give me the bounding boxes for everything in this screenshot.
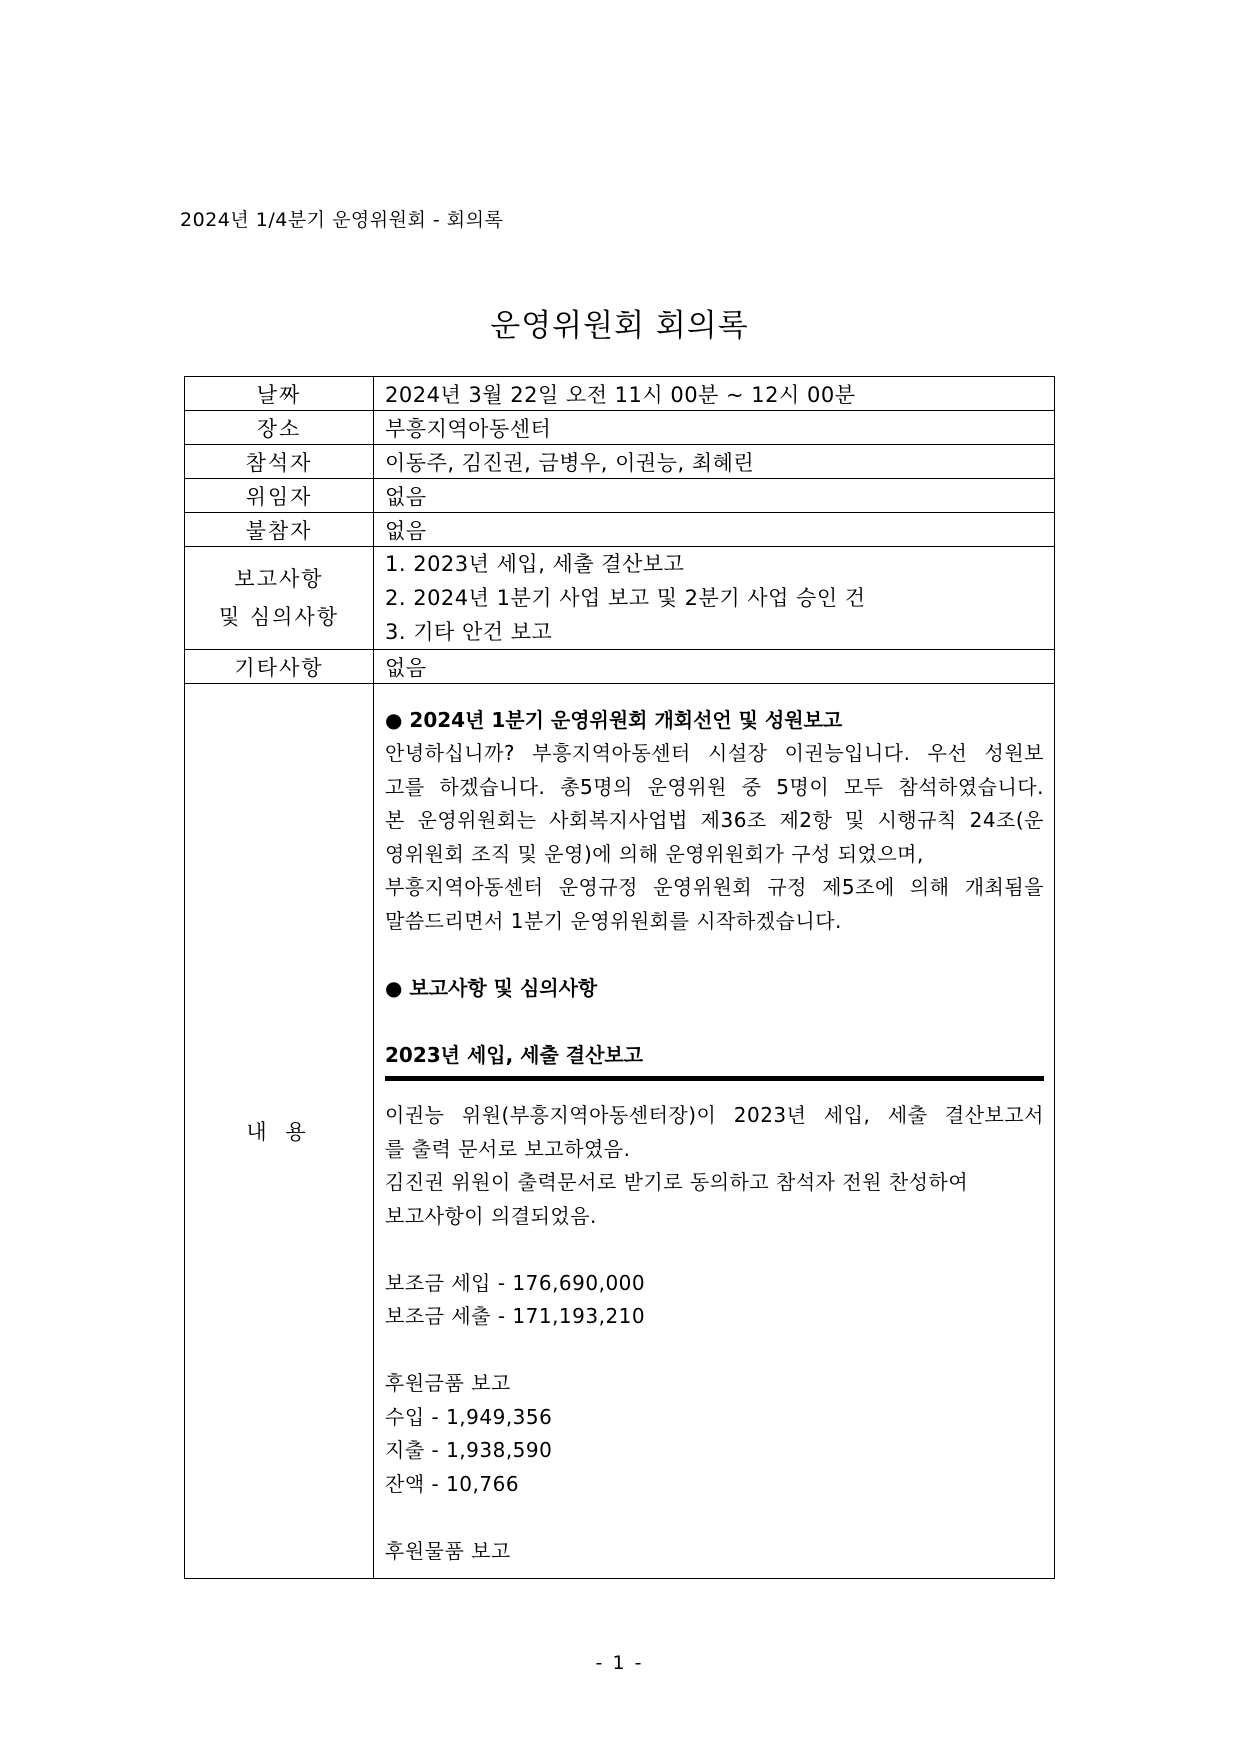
section-divider — [385, 1076, 1044, 1081]
absent-row — [185, 513, 1055, 547]
report-label-line1: 보고사항 — [234, 567, 324, 591]
spacer — [385, 1501, 1044, 1535]
donation-income-line: 수입 - 1,949,356 — [385, 1404, 553, 1429]
report-row — [185, 547, 1055, 650]
minutes-table — [184, 376, 1055, 1579]
date-value: 2024년 3월 22일 오전 11시 00분 ~ 12시 00분 — [374, 377, 1055, 411]
place-label: 장소 — [185, 411, 374, 445]
other-value: 없음 — [374, 650, 1055, 684]
content-body — [374, 684, 1055, 1579]
paragraph-line: 영위원회 조직 및 운영)에 의해 운영위원회가 구성 되었으며, — [385, 841, 924, 866]
paragraph-line: 안녕하십니까? 부흥지역아동센터 시설장 이권능입니다. 우선 성원보 — [385, 741, 1044, 766]
subsection-title: 2023년 세입, 세출 결산보고 — [385, 1042, 644, 1067]
paragraph-line: 이권능 위원(부흥지역아동센터장)이 2023년 세입, 세출 결산보고서 — [385, 1103, 1044, 1128]
donation-goods-title: 후원물품 보고 — [385, 1538, 511, 1563]
paragraph-line: 부흥지역아동센터 운영규정 운영위원회 규정 제5조에 의해 개최됨을 — [385, 875, 1044, 900]
spacer — [385, 938, 1044, 972]
date-label: 날짜 — [185, 377, 374, 411]
paragraph-line: 를 출력 문서로 보고하였음. — [385, 1136, 631, 1161]
page-number: - 1 - — [595, 1652, 644, 1674]
place-value: 부흥지역아동센터 — [374, 411, 1055, 445]
date-row — [185, 377, 1055, 411]
proxy-value: 없음 — [374, 479, 1055, 513]
paragraph-line: 본 운영위원회는 사회복지사업법 제36조 제2항 및 시행규칙 24조(운 — [385, 808, 1044, 833]
paragraph-line: 고를 하겠습니다. 총5명의 운영위원 중 5명이 모두 참석하였습니다. — [385, 774, 1044, 799]
subsidy-expense-line: 보조금 세출 - 171,193,210 — [385, 1304, 646, 1329]
report-label-line2: 및 심의사항 — [218, 605, 340, 629]
spacer — [385, 1005, 1044, 1039]
attendees-row — [185, 445, 1055, 479]
document-header: 2024년 1/4분기 운영위원회 - 회의록 — [180, 209, 504, 231]
report-item: 3. 기타 안건 보고 — [385, 620, 553, 644]
place-row — [185, 411, 1055, 445]
content-row — [185, 684, 1055, 1579]
absent-value: 없음 — [374, 513, 1055, 547]
attendees-value: 이동주, 김진권, 금병우, 이권능, 최혜린 — [374, 445, 1055, 479]
spacer — [385, 1233, 1044, 1267]
report-item: 1. 2023년 세입, 세출 결산보고 — [385, 552, 685, 576]
report-item: 2. 2024년 1분기 사업 보고 및 2분기 사업 승인 건 — [385, 586, 866, 610]
absent-label: 불참자 — [185, 513, 374, 547]
document-title: 운영위원회 회의록 — [490, 308, 749, 344]
subsidy-income-line: 보조금 세입 - 176,690,000 — [385, 1270, 646, 1295]
section-heading-opening: ● 2024년 1분기 운영위원회 개회선언 및 성원보고 — [385, 707, 843, 732]
proxy-label: 위임자 — [185, 479, 374, 513]
other-row — [185, 650, 1055, 684]
proxy-row — [185, 479, 1055, 513]
donation-expense-line: 지출 - 1,938,590 — [385, 1438, 553, 1463]
donation-money-title: 후원금품 보고 — [385, 1371, 511, 1396]
report-items — [374, 547, 1055, 650]
other-label: 기타사항 — [185, 650, 374, 684]
paragraph-line: 말씀드리면서 1분기 운영위원회를 시작하겠습니다. — [385, 908, 842, 933]
donation-balance-line: 잔액 - 10,766 — [385, 1471, 520, 1496]
section-heading-report: ● 보고사항 및 심의사항 — [385, 975, 598, 1000]
content-label: 내 용 — [185, 684, 374, 1579]
attendees-label: 참석자 — [185, 445, 374, 479]
paragraph-line: 김진권 위원이 출력문서로 받기로 동의하고 참석자 전원 찬성하여 — [385, 1170, 969, 1195]
spacer — [385, 1334, 1044, 1368]
paragraph-line: 보고사항이 의결되었음. — [385, 1203, 597, 1228]
report-label — [185, 547, 374, 650]
